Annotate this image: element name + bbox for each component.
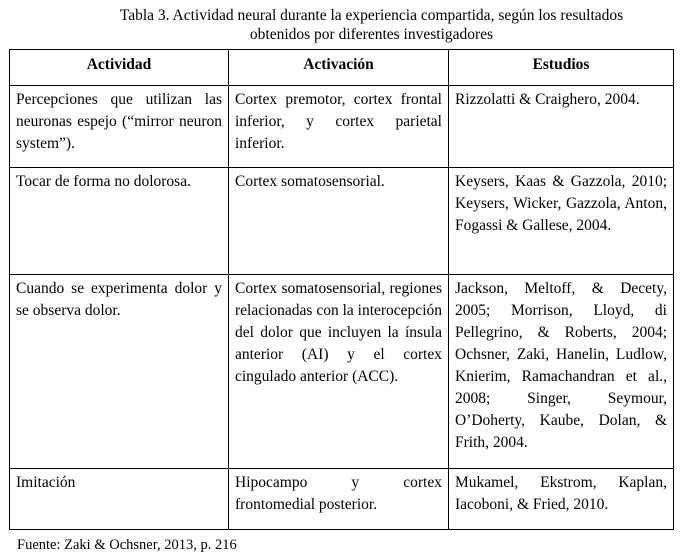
cell-activacion: Hipocampo y cortex frontomedial posterior. — [229, 469, 449, 530]
activity-table — [9, 49, 674, 530]
cell-actividad: Percepciones que utilizan las neuronas espejo (“mirror neuron system”). — [10, 86, 229, 168]
header-actividad: Actividad — [10, 50, 229, 86]
cell-activacion: Cortex premotor, cortex frontal inferior, y cortex parietal inferior. — [229, 86, 449, 168]
cell-activacion: Cortex somatosensorial, regiones relacionadas con la interocepción del dolor que incluyen la ínsula anterior (AI) y el cortex cingulado anterior (ACC). — [229, 275, 449, 469]
table-header-row — [10, 50, 674, 86]
header-estudios: Estudios — [449, 50, 674, 86]
caption-line-1: Tabla 3. Actividad neural durante la experiencia compartida, según los resultados — [119, 7, 624, 24]
cell-estudios: Rizzolatti & Craighero, 2004. — [449, 86, 674, 168]
cell-actividad: Imitación — [10, 469, 229, 530]
cell-estudios: Mukamel, Ekstrom, Kaplan, Iacoboni, & Fried, 2010. — [449, 469, 674, 530]
table-row — [10, 469, 674, 530]
source-note: Fuente: Zaki & Ochsner, 2013, p. 216 — [17, 537, 237, 553]
table-row — [10, 275, 674, 469]
cell-activacion: Cortex somatosensorial. — [229, 168, 449, 275]
table-row — [10, 168, 674, 275]
cell-estudios: Keysers, Kaas & Gazzola, 2010; Keysers, Wicker, Gazzola, Anton, Fogassi & Gallese, 2004. — [449, 168, 674, 275]
table-caption — [0, 6, 681, 44]
header-activacion: Activación — [229, 50, 449, 86]
cell-actividad: Tocar de forma no dolorosa. — [10, 168, 229, 275]
caption-line-2: obtenidos por diferentes investigadores — [249, 26, 494, 43]
cell-actividad: Cuando se experimenta dolor y se observa dolor. — [10, 275, 229, 469]
table-row — [10, 86, 674, 168]
cell-estudios: Jackson, Meltoff, & Decety, 2005; Morrison, Lloyd, di Pellegrino, & Roberts, 2004; Ochsner, Zaki, Hanelin, Ludlow, Knierim, Ramachandran et al., 2008; Singer, Seymour, O’Doherty, Kaube, Dolan, & Frith, 2004. — [449, 275, 674, 469]
